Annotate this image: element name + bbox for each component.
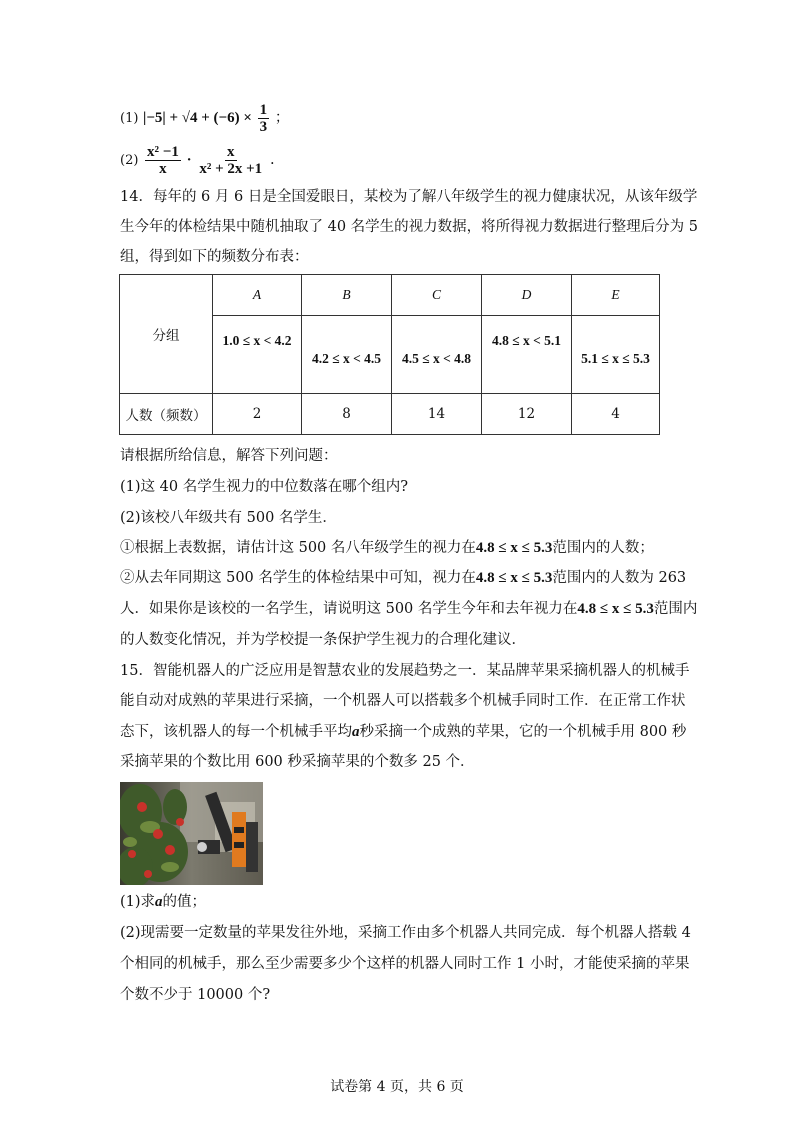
group-e: E bbox=[572, 275, 660, 316]
range-math: 4.8 ≤ x ≤ 5.3 bbox=[475, 570, 553, 586]
q14-instruction: 请根据所给信息，解答下列问题： bbox=[120, 448, 338, 464]
plus-sign: + bbox=[169, 110, 178, 126]
count-c: 14 bbox=[392, 394, 482, 435]
group-c: C bbox=[392, 275, 482, 316]
q15-part1: (1)求a的值； bbox=[120, 894, 207, 910]
times-sign: × bbox=[243, 110, 252, 126]
q14-line-3: 组，得到如下的频数分布表： bbox=[120, 249, 309, 265]
group-a: A bbox=[213, 275, 302, 316]
q13-part2-expr: $\frac{\text{x² −1}}{x}$ · $\frac{x}{\text{x² + 2x +1}}$ bbox=[147, 144, 263, 178]
range-a: 1.0 ≤ x < 4.2 bbox=[213, 316, 302, 394]
variable-a: a bbox=[352, 724, 360, 740]
variable-a: a bbox=[155, 894, 163, 910]
q13-part1: (1) |−5| + √4 + (−6) × $\frac{1}{3}$ ； bbox=[120, 102, 290, 136]
header-count-cell: 人数（频数） bbox=[120, 394, 213, 435]
fraction-1: $\frac{\text{x² −1}}{x}$ bbox=[147, 144, 179, 178]
fraction-2: $\frac{x}{\text{x² + 2x +1}}$ bbox=[199, 144, 263, 178]
one-third-fraction: $\frac{1}{3}$ bbox=[259, 102, 268, 136]
q15-line-4: 采摘苹果的个数比用 600 秒采摘苹果的个数多 25 个． bbox=[120, 754, 475, 770]
page-footer: 试卷第 4 页，共 6 页 bbox=[330, 1079, 464, 1095]
range-b: 4.2 ≤ x < 4.5 bbox=[302, 316, 392, 394]
frequency-table bbox=[119, 274, 660, 435]
q15-line-2: 能自动对成熟的苹果进行采摘，一个机器人可以搭载多个机械手同时工作．在正常工作状 bbox=[120, 693, 686, 709]
q15-line-3: 态下，该机器人的每一个机械手平均a秒采摘一个成熟的苹果，它的一个机械手用 800 秒 bbox=[120, 724, 687, 740]
abs-term: |−5| bbox=[143, 110, 166, 126]
range-e: 5.1 ≤ x ≤ 5.3 bbox=[572, 316, 660, 394]
q14-line-2: 生今年的体检结果中随机抽取了 40 名学生的视力数据，将所得视力数据进行整理后分为 5 bbox=[120, 219, 698, 235]
count-b: 8 bbox=[302, 394, 392, 435]
apple-robot-image bbox=[120, 782, 263, 885]
q14-part1: (1)这 40 名学生视力的中位数落在哪个组内? bbox=[120, 479, 408, 495]
count-e: 4 bbox=[572, 394, 660, 435]
q14-line-1: 14．每年的 6 月 6 日是全国爱眼日，某校为了解八年级学生的视力健康状况，从该年级学 bbox=[120, 189, 698, 205]
header-group-cell: 分组 bbox=[120, 275, 213, 394]
plus-sign: + bbox=[201, 110, 210, 126]
q14-sub2-line3: 的人数变化情况，并为学校提一条保护学生视力的合理化建议． bbox=[120, 632, 526, 648]
count-d: 12 bbox=[482, 394, 572, 435]
range-c: 4.5 ≤ x < 4.8 bbox=[392, 316, 482, 394]
robot-photo bbox=[120, 782, 263, 885]
q14-part2: (2)该校八年级共有 500 名学生． bbox=[120, 510, 337, 526]
q15-part2-line-1: (2)现需要一定数量的苹果发往外地，采摘工作由多个机器人共同完成．每个机器人搭载 4 bbox=[120, 925, 691, 941]
sqrt-term: √4 bbox=[181, 110, 198, 126]
range-math: 4.8 ≤ x ≤ 5.3 bbox=[577, 601, 654, 617]
count-a: 2 bbox=[213, 394, 302, 435]
range-d: 4.8 ≤ x < 5.1 bbox=[482, 316, 572, 394]
group-b: B bbox=[302, 275, 392, 316]
q14-sub1: ①根据上表数据，请估计这 500 名八年级学生的视力在4.8 ≤ x ≤ 5.3范围内的人数； bbox=[120, 540, 654, 556]
q15-part2-line-2: 个相同的机械手，那么至少需要多少个这样的机器人同时工作 1 小时，才能使采摘的苹果 bbox=[120, 956, 690, 972]
range-math: 4.8 ≤ x ≤ 5.3 bbox=[475, 540, 553, 556]
q14-sub2-line1: ②从去年同期这 500 名学生的体检结果中可知，视力在4.8 ≤ x ≤ 5.3范围内的人数为 263 bbox=[120, 570, 687, 586]
q15-line-1: 15．智能机器人的广泛应用是智慧农业的发展趋势之一．某品牌苹果采摘机器人的机械手 bbox=[120, 663, 690, 679]
q14-sub2-line2: 人．如果你是该校的一名学生，请说明这 500 名学生今年和去年视力在4.8 ≤ x ≤ 5.3范围内 bbox=[120, 601, 698, 617]
q13-part1-label: (1) bbox=[120, 111, 139, 126]
neg-six-term: (−6) bbox=[213, 110, 240, 126]
q15-part2-line-3: 个数不少于 10000 个? bbox=[120, 987, 271, 1003]
group-d: D bbox=[482, 275, 572, 316]
q13-part2: (2) $\frac{\text{x² −1}}{x}$ · $\frac{x}{\text{x² + 2x +1}}$ . bbox=[120, 144, 275, 178]
q13-part2-label: (2) bbox=[120, 153, 139, 168]
